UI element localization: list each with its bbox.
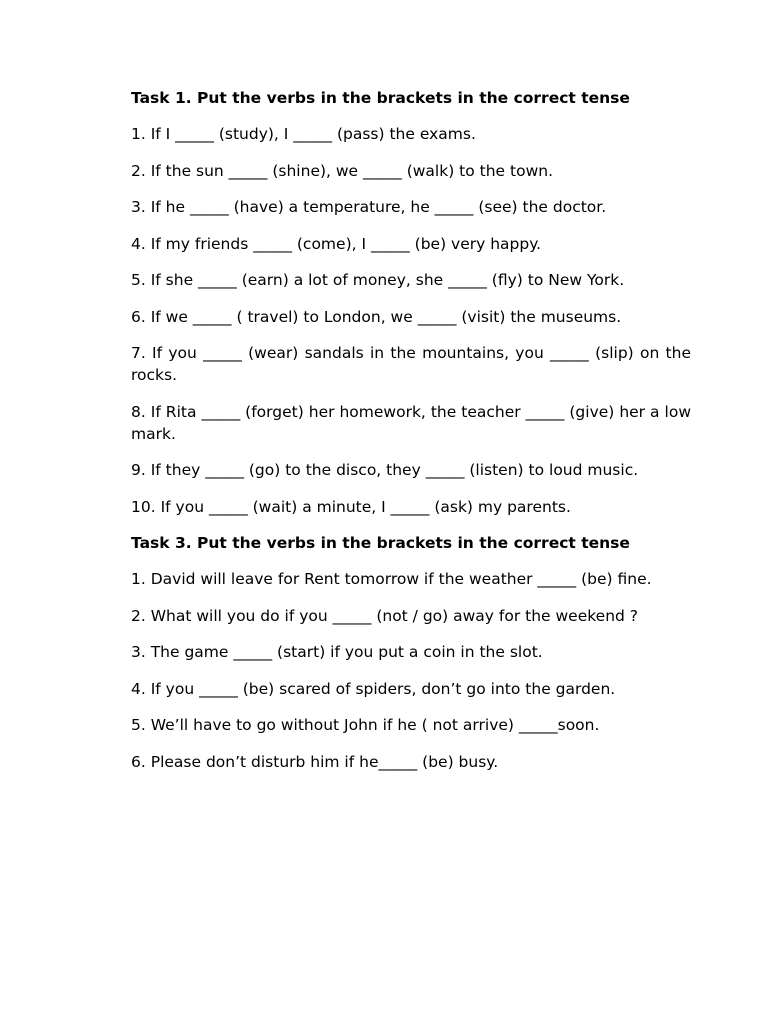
task1-item-10: 10. If you _____ (wait) a minute, I _____ (ask) my parents. [131, 497, 571, 516]
task3-heading: Task 3. Put the verbs in the brackets in the correct tense [131, 534, 630, 552]
task1-item-2: 2. If the sun _____ (shine), we _____ (walk) to the town. [131, 161, 554, 180]
task3-item-4: 4. If you _____ (be) scared of spiders, don’t go into the garden. [131, 679, 616, 698]
task3-item-6: 6. Please don’t disturb him if he_____ (be) busy. [131, 752, 499, 771]
task3-item-1: 1. David will leave for Rent tomorrow if the weather _____ (be) fine. [131, 570, 652, 588]
task3-item-2: 2. What will you do if you _____ (not / go) away for the weekend ? [131, 606, 639, 625]
task1-heading: Task 1. Put the verbs in the brackets in the correct tense [131, 89, 630, 107]
task1-item-3: 3. If he _____ (have) a temperature, he _____ (see) the doctor. [131, 198, 607, 216]
task1-item-5: 5. If she _____ (earn) a lot of money, she _____ (fly) to New York. [131, 271, 625, 289]
task1-item-1: 1. If I _____ (study), I _____ (pass) the exams. [131, 125, 476, 143]
task1-item-7: 7. If you _____ (wear) sandals in the mountains, you _____ (slip) on the rocks. [131, 344, 691, 384]
task1-item-9: 9. If they _____ (go) to the disco, they _____ (listen) to loud music. [131, 461, 639, 479]
task3-item-3: 3. The game _____ (start) if you put a coin in the slot. [131, 643, 543, 661]
task3-item-5: 5. We’ll have to go without John if he ( not arrive) _____soon. [131, 716, 600, 734]
task1-item-6: 6. If we _____ ( travel) to London, we _____ (visit) the museums. [131, 307, 622, 326]
task1-item-8: 8. If Rita _____ (forget) her homework, the teacher _____ (give) her a low mark. [131, 402, 691, 443]
task1-item-4: 4. If my friends _____ (come), I _____ (be) very happy. [131, 234, 542, 253]
